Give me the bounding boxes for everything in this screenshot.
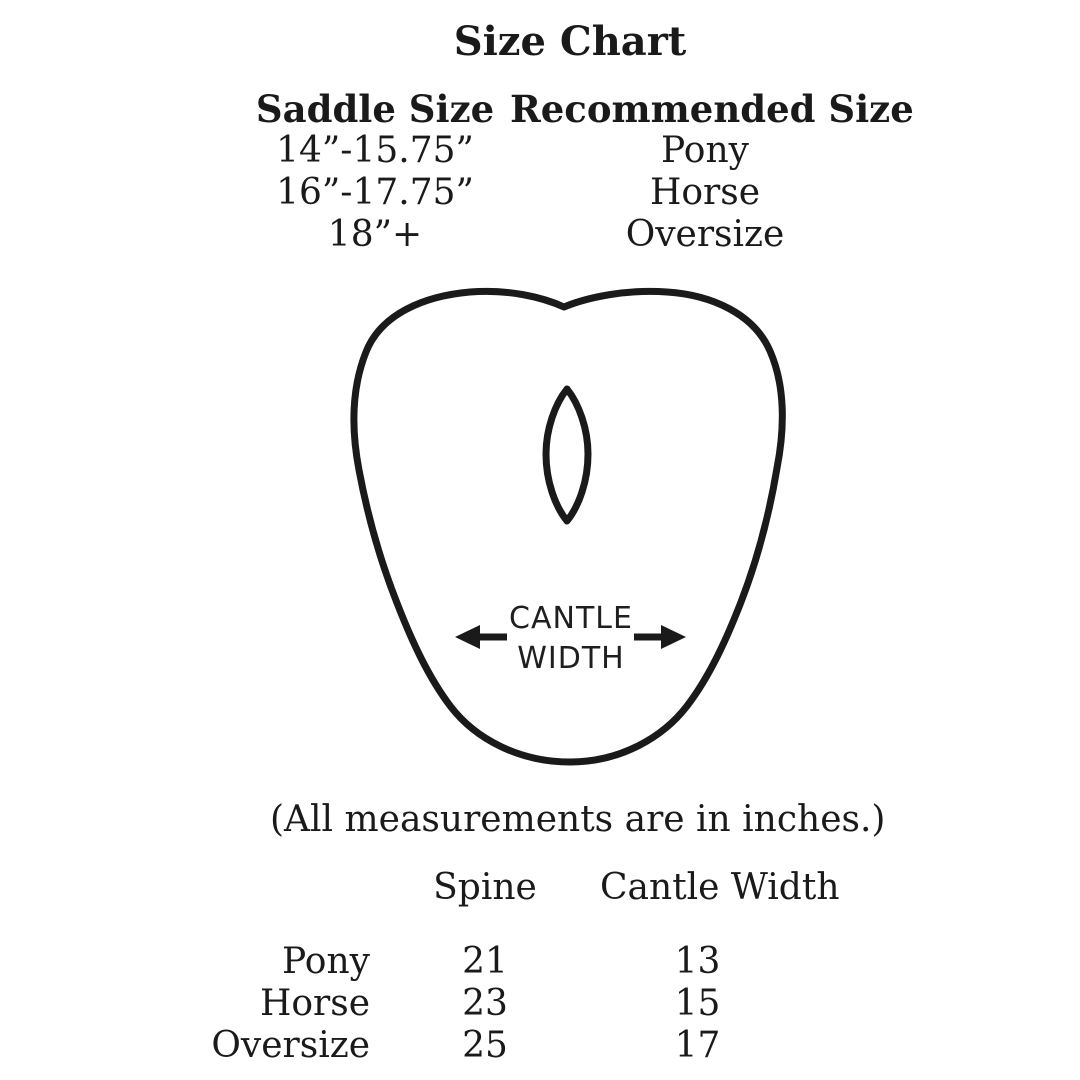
page-title: Size Chart [453,18,687,65]
cantle-width-label-line2: WIDTH [517,641,625,676]
measurements-table-header-row [180,866,840,910]
table-cell-saddle: 18”+ [327,214,423,255]
saddle-size-table [240,87,914,256]
saddle-pad-diagram [330,270,810,780]
table-cell-saddle: 16”-17.75” [276,172,474,213]
row-label: Oversize [211,1025,370,1066]
spine-header: Spine [433,867,537,908]
recommended-size-header: Recommended Size [510,87,914,131]
row-label: Pony [282,941,370,982]
table-cell-saddle: 14”-15.75” [276,130,474,171]
cantle-width-value: 17 [674,1025,721,1066]
spine-slit [546,389,588,521]
measurements-table-body [180,941,795,1067]
saddle-size-header: Saddle Size [255,87,495,131]
spine-value: 23 [462,983,508,1024]
empty-header-cell [180,866,370,910]
cantle-width-value: 13 [674,941,721,982]
saddle-pad-outline [354,291,782,762]
table-cell-recommended: Pony [661,130,749,171]
measurements-table [180,866,840,1067]
table-cell-recommended: Horse [649,172,761,213]
measurements-note: (All measurements are in inches.) [270,799,886,840]
cantle-width-label-line1: CANTLE [509,601,633,636]
cantle-width-value: 15 [674,983,721,1024]
cantle-width-header: Cantle Width [600,867,840,908]
spine-value: 21 [462,941,508,982]
spine-value: 25 [462,1025,508,1066]
table-cell-recommended: Oversize [625,214,785,255]
row-label: Horse [259,983,370,1024]
cantle-width-label [451,599,691,679]
